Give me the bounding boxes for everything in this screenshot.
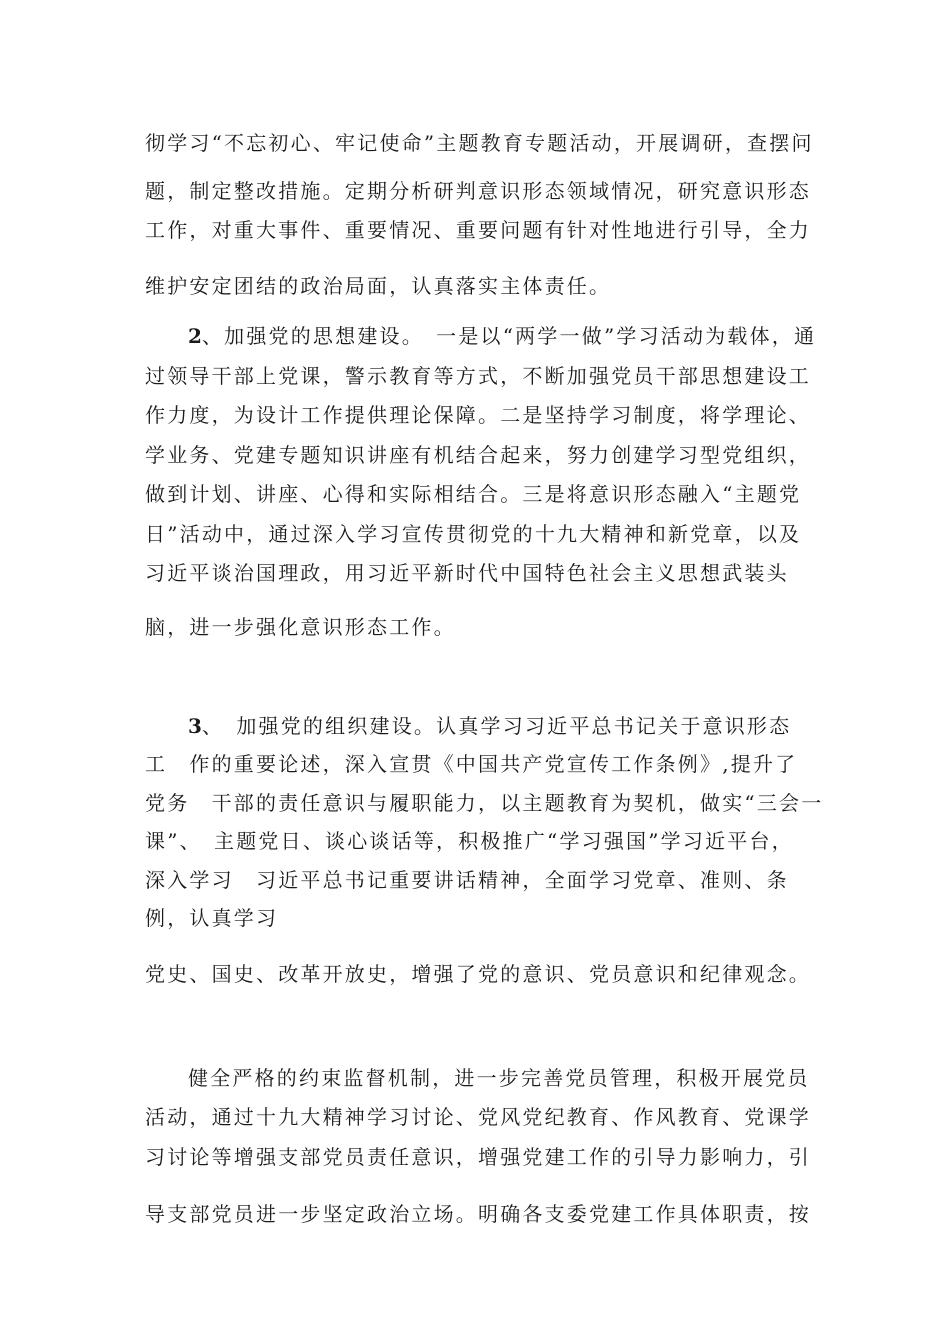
text-line: 健全严格的约束监督机制，进一步完善党员管理，积极开展党员: [188, 1066, 810, 1090]
text-line: 党史、国史、改革开放史，增强了党的意识、党员意识和纪律观念。: [145, 962, 811, 986]
text-line: 党务 干部的责任意识与履职能力，以主题教育为契机，做实“三会一: [145, 791, 824, 815]
text-line: 课”、 主题党日、谈心谈话等，积极推广“学习强国”学习近平台，: [145, 829, 794, 853]
text-line: [188, 322, 816, 350]
paragraph-number: 2: [188, 324, 202, 348]
text-line: 习近平谈治国理政，用习近平新时代中国特色社会主义思想武装头: [145, 561, 789, 585]
text-line: 维护安定团结的政治局面，认真落实主体责任。: [145, 274, 612, 298]
text-line: 活动，通过十九大精神学习讨论、党风党纪教育、作风教育、党课学: [145, 1105, 811, 1129]
text-line: 作力度，为设计工作提供理论保障。二是坚持学习制度，将学理论、: [145, 403, 811, 427]
text-line: 过领导干部上党课，警示教育等方式，不断加强党员干部思想建设工: [145, 364, 811, 388]
text-span: 、加强党的思想建设。 一是以“两学一做”学习活动为载体，通: [201, 324, 817, 348]
text-line: 彻学习“不忘初心、牢记使命”主题教育专题活动，开展调研，查摆问: [145, 131, 814, 155]
text-line: 脑，进一步强化意识形态工作。: [145, 615, 456, 639]
text-line: 学业务、党建专题知识讲座有机结合起来，努力创建学习型党组织，: [145, 443, 811, 467]
text-line: 工 作的重要论述，深入宣贯《中国共产党宣传工作条例》,提升了: [145, 752, 798, 776]
text-line: 工作，对重大事件、重要情况、重要问题有针对性地进行引导，全力: [145, 218, 811, 242]
text-line: 习讨论等增强支部党员责任意识，增强党建工作的引导力影响力，引: [145, 1145, 811, 1169]
text-line: 导支部党员进一步坚定政治立场。明确各支委党建工作具体职责，按: [145, 1202, 811, 1226]
text-line: 日”活动中，通过深入学习宣传贯彻党的十九大精神和新党章，以及: [145, 522, 802, 546]
text-line: 题，制定整改措施。定期分析研判意识形态领域情况，研究意识形态: [145, 179, 811, 203]
text-line: 做到计划、讲座、心得和实际相结合。三是将意识形态融入“主题党: [145, 482, 802, 506]
text-line: 例，认真学习: [145, 906, 279, 930]
paragraph-number: 3: [188, 714, 202, 738]
text-line: [188, 712, 791, 740]
text-span: 、 加强党的组织建设。认真学习习近平总书记关于意识形态: [201, 714, 792, 738]
text-line: 深入学习 习近平总书记重要讲话精神，全面学习党章、准则、条: [145, 868, 789, 892]
